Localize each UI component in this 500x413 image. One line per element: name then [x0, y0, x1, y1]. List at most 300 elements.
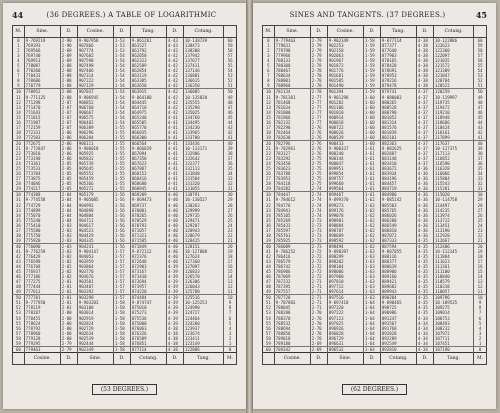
table-cell: 46	[265, 274, 271, 280]
table-cell: 771987	[24, 120, 60, 125]
table-cell: 111623	[433, 259, 473, 264]
table-cell: 898787	[327, 228, 363, 233]
table-cell: 782464	[274, 130, 310, 135]
table-cell: 1·59	[363, 89, 380, 95]
table-cell: 2·83	[60, 228, 77, 233]
table-cell: 1·55	[113, 151, 130, 156]
table-cell: 774046	[24, 181, 60, 186]
table-cell: 2·87	[60, 110, 77, 115]
table-cell: 38	[265, 232, 271, 238]
table-cell: 134495	[183, 120, 223, 125]
table-cell: 862058	[130, 53, 166, 58]
table-cell: 772331	[24, 130, 60, 135]
table-cell: 4·42	[166, 53, 183, 58]
table-cell: 19	[224, 249, 237, 254]
table-cell: 901010	[327, 110, 363, 115]
table-cell: 2·75	[310, 161, 327, 166]
table-cell: 135025	[183, 110, 223, 115]
table-cell: 901967	[327, 58, 363, 63]
table-cell: 907314	[77, 73, 113, 78]
table-cell: 898981	[327, 218, 363, 223]
table-cell: 787720	[274, 295, 310, 301]
table-cell: 31	[15, 197, 21, 203]
table-cell: 30	[15, 192, 21, 198]
column-footer: Cotang.	[380, 352, 416, 364]
table-cell: 2·73	[310, 243, 327, 249]
table-cell: 2·73	[310, 228, 327, 233]
table-cell: 4·40	[166, 259, 183, 264]
table-cell: 899951	[327, 166, 363, 171]
table-cell: 51	[474, 83, 487, 89]
table-cell: 1·58	[113, 321, 130, 326]
table-cell: 9·769219	[24, 38, 60, 44]
table-cell: 863119	[130, 73, 166, 78]
column-header: Cosine.	[327, 26, 363, 38]
table-cell: 107451	[433, 341, 473, 347]
column-footer: Cosine.	[274, 352, 310, 364]
table-cell: 4·42	[166, 83, 183, 89]
table-cell: 785761	[274, 233, 310, 238]
table-cell: 60	[15, 346, 21, 352]
table-cell: 783127	[274, 151, 310, 156]
table-cell: 39	[13, 238, 25, 244]
page-header	[262, 11, 487, 21]
table-cell: 867623	[130, 161, 166, 166]
table-cell: 4·39	[166, 300, 183, 305]
table-cell: 118424	[433, 125, 473, 130]
table-cell: 902729	[77, 326, 113, 331]
table-cell: 9·902349	[327, 38, 363, 44]
table-cell: 881576	[380, 125, 416, 130]
table-cell: 770779	[24, 83, 60, 89]
table-cell: 1·63	[363, 284, 380, 289]
table-cell: 116066	[433, 171, 473, 176]
table-cell: 785105	[274, 213, 310, 218]
column-header: D.	[60, 26, 77, 38]
table-cell: 879216	[380, 78, 416, 83]
table-cell: 2·75	[310, 166, 327, 171]
table-cell: 2·79	[310, 48, 327, 53]
table-cell: 34	[474, 171, 487, 176]
table-cell: 22	[265, 151, 271, 157]
table-cell: 2·84	[60, 208, 77, 213]
table-cell: 1·61	[363, 171, 380, 176]
table-cell: 13	[15, 104, 21, 110]
table-cell: 4·42	[166, 48, 183, 53]
table-cell: 136350	[183, 83, 223, 89]
table-cell: 906111	[77, 140, 113, 146]
table-cell: 45	[265, 269, 271, 275]
table-cell: 779295	[24, 341, 60, 347]
table-cell: 111884	[433, 254, 473, 259]
column-header: Sine.	[274, 26, 310, 38]
table-cell: 112928	[433, 233, 473, 238]
table-cell: 4·36	[416, 197, 433, 202]
table-cell: 781134	[274, 89, 310, 95]
table-cell: 40	[265, 243, 271, 249]
table-cell: 4·38	[416, 38, 433, 44]
table-cell: 2·77	[310, 115, 327, 120]
table-cell: 35	[224, 166, 237, 171]
table-cell: 25	[15, 166, 21, 172]
table-cell: 5	[17, 63, 20, 69]
table-cell: 788045	[274, 305, 310, 310]
table-cell: 4·38	[416, 83, 433, 89]
table-cell: 31	[474, 186, 487, 192]
table-cell: 784447	[274, 192, 310, 198]
table-cell: 870001	[130, 208, 166, 213]
table-cell: 888116	[380, 254, 416, 259]
table-cell: 889943	[380, 289, 416, 295]
table-cell: 4·36	[416, 218, 433, 223]
table-cell: 17	[15, 124, 21, 130]
table-cell: 873694	[130, 279, 166, 284]
column-footer: Cotang.	[130, 352, 166, 364]
table-cell: 778792	[24, 326, 60, 331]
table-cell: 1·54	[113, 120, 130, 125]
table-cell: 1·56	[113, 218, 130, 223]
table-cell: 126306	[183, 279, 223, 284]
column-header: D.	[166, 26, 183, 38]
table-cell: 903959	[77, 259, 113, 264]
table-cell: 9·905085	[77, 197, 113, 202]
table-cell: 899564	[327, 186, 363, 192]
table-cell: 136085	[183, 89, 223, 95]
table-cell: 781966	[274, 115, 310, 120]
table-cell: 777613	[24, 289, 60, 295]
table-cell: 23	[474, 228, 487, 233]
table-cell: 4·36	[416, 208, 433, 213]
table-cell: 890986	[380, 310, 416, 315]
table-cell: 771298	[24, 100, 60, 105]
table-cell: 7	[224, 310, 237, 315]
table-cell: 900818	[327, 120, 363, 125]
table-cell: 902158	[327, 48, 363, 53]
column-header: D.	[113, 26, 130, 38]
table-cell: 9·782961	[274, 146, 310, 151]
table-cell: 4·35	[416, 254, 433, 259]
table-cell: 878428	[380, 63, 416, 68]
table-cell: 903108	[77, 305, 113, 310]
table-cell: 10	[474, 295, 487, 301]
table-cell: 4·43	[166, 43, 183, 48]
table-cell: 2·86	[60, 130, 77, 135]
table-cell: 35	[474, 166, 487, 171]
table-cell: 44	[474, 120, 487, 125]
table-cell: 2·80	[60, 336, 77, 341]
table-cell: 903770	[77, 269, 113, 274]
table-cell: 901394	[327, 89, 363, 95]
table-cell: 1·55	[113, 146, 130, 151]
table-cell: 9·777950	[24, 300, 60, 305]
table-cell: 2·87	[60, 105, 77, 110]
table-cell: 773361	[24, 161, 60, 166]
table-cell: 774729	[24, 203, 60, 208]
table-cell: 43	[224, 125, 237, 130]
table-cell: 900529	[327, 135, 363, 141]
table-cell: 861792	[130, 48, 166, 53]
table-cell: 107972	[433, 331, 473, 336]
page-footer	[3, 386, 246, 393]
table-cell: 9·898397	[327, 249, 363, 254]
table-cell: 1·55	[113, 125, 130, 130]
table-cell: 2·80	[60, 321, 77, 326]
table-cell: 776768	[24, 264, 60, 269]
table-cell: 777275	[24, 279, 60, 284]
table-cell: 134230	[183, 125, 223, 130]
table-cell: 4·42	[166, 100, 183, 105]
book-gutter	[246, 0, 253, 413]
table-cell: 115543	[433, 181, 473, 186]
table-cell: 2·71	[310, 295, 327, 301]
table-cell: 126043	[183, 284, 223, 289]
table-cell: 53	[15, 310, 21, 316]
column-header: M.	[263, 26, 275, 38]
table-cell: 121835	[433, 58, 473, 63]
table-cell: 784118	[274, 181, 310, 186]
table-cell: 904335	[77, 238, 113, 244]
table-cell: 10·130527	[183, 197, 223, 202]
table-cell: 881052	[380, 115, 416, 120]
table-cell: 787069	[274, 274, 310, 279]
table-cell: 888900	[380, 269, 416, 274]
table-cell: 775410	[24, 223, 60, 228]
table-cell: 907406	[77, 68, 113, 73]
table-cell: 47	[265, 279, 271, 285]
table-cell: 33	[15, 207, 21, 213]
table-cell: 16	[474, 264, 487, 269]
table-cell: 10	[224, 295, 237, 301]
table-cell: 2·90	[60, 38, 77, 44]
table-cell: 1·55	[113, 140, 130, 146]
table-cell: 15	[15, 114, 21, 120]
table-cell: 4·35	[416, 264, 433, 269]
table-cell: 127360	[183, 259, 223, 264]
table-cell: 2·86	[60, 140, 77, 146]
table-cell: 770433	[24, 73, 60, 78]
table-cell: 783788	[274, 171, 310, 176]
column-footer: Cosine.	[24, 352, 60, 364]
table-cell: 42	[15, 253, 21, 259]
table-cell: 777106	[24, 274, 60, 279]
table-cell: 114497	[433, 203, 473, 208]
table-cell: 8	[267, 78, 270, 84]
table-cell: 898299	[327, 254, 363, 259]
table-cell: 11	[15, 94, 21, 100]
table-cell: 2·72	[310, 249, 327, 254]
table-cell: 39	[474, 146, 487, 151]
table-cell: 131320	[183, 181, 223, 186]
table-cell: 4·40	[166, 243, 183, 249]
table-cell: 57	[224, 53, 237, 58]
table-cell: 2·84	[60, 213, 77, 218]
table-cell: 1·59	[363, 63, 380, 68]
table-cell: 901490	[327, 83, 363, 89]
table-cell: 40	[224, 140, 237, 146]
table-cell: 113974	[433, 213, 473, 218]
table-cell: 889421	[380, 279, 416, 284]
table-cell: 907682	[77, 53, 113, 58]
table-cell: 9	[13, 83, 25, 89]
table-cell: 772503	[24, 135, 60, 141]
table-cell: 1·60	[363, 100, 380, 105]
table-cell: 2·87	[60, 100, 77, 105]
table-cell: 21	[265, 145, 271, 151]
table-cell: 118948	[433, 115, 473, 120]
table-cell: 1·62	[363, 218, 380, 223]
table-cell: 136881	[183, 73, 223, 78]
table-cell: 1·64	[363, 310, 380, 315]
table-cell: 901585	[327, 78, 363, 83]
table-cell: 4·41	[166, 186, 183, 192]
column-footer: D.	[310, 352, 327, 364]
table-cell: 31	[224, 186, 237, 192]
table-cell: 4·37	[416, 161, 433, 166]
table-cell: 37	[15, 227, 21, 233]
table-cell: 111361	[433, 264, 473, 269]
table-cell: 1·64	[363, 341, 380, 347]
table-cell: 9	[224, 300, 237, 305]
table-cell: 781800	[274, 110, 310, 115]
table-cell: 50	[224, 89, 237, 95]
column-footer	[263, 352, 275, 364]
table-cell: 1·54	[113, 78, 130, 83]
table-cell: 5	[474, 321, 487, 326]
table-cell: 4·35	[416, 243, 433, 249]
table-cell: 888377	[380, 259, 416, 264]
table-cell: 60	[265, 346, 271, 352]
table-body	[13, 38, 237, 353]
table-cell: 54	[15, 315, 21, 321]
table-cell: 26	[15, 171, 21, 177]
table-cell: 2·88	[60, 78, 77, 83]
table-cell: 899273	[327, 203, 363, 208]
table-cell: 2·80	[60, 316, 77, 321]
table-cell: 2·81	[60, 284, 77, 289]
table-cell: 20	[224, 243, 237, 249]
table-cell: 3	[224, 331, 237, 336]
table-cell: 17	[474, 259, 487, 264]
table-cell: 119472	[433, 105, 473, 110]
table-cell: 2·88	[60, 68, 77, 73]
table-cell: 1·61	[363, 156, 380, 161]
table-cell: 17	[224, 259, 237, 264]
table-cell: 904241	[77, 243, 113, 249]
table-cell: 114235	[433, 208, 473, 213]
table-cell: 4·41	[166, 135, 183, 141]
column-footer: M.	[474, 352, 487, 364]
table-cell: 10	[265, 89, 271, 95]
table-cell: 1·59	[363, 68, 380, 73]
table-cell: 16	[15, 119, 21, 125]
table-cell: 10·125253	[183, 300, 223, 305]
table-cell: 122360	[433, 48, 473, 53]
table-cell: 43	[265, 259, 271, 265]
table-cell: 904711	[77, 218, 113, 223]
table-cell: 1	[474, 341, 487, 347]
table-cell: 779128	[24, 336, 60, 341]
table-cell: 32	[15, 202, 21, 208]
table-cell: 15	[474, 269, 487, 274]
table-cell: 1·55	[113, 161, 130, 166]
table-cell: 6	[224, 316, 237, 321]
table-cell: 2·79	[310, 38, 327, 44]
table-cell: 880790	[380, 110, 416, 115]
table-cell: 4·37	[416, 140, 433, 146]
table-cell: 787557	[274, 289, 310, 295]
table-cell: 9·901298	[327, 95, 363, 100]
table-cell: 897222	[327, 310, 363, 315]
table-cell: 2·83	[60, 249, 77, 254]
table-cell: 9·890465	[380, 300, 416, 305]
table-cell: 54	[265, 315, 271, 321]
table-cell: 2	[17, 48, 20, 54]
table-cell: 2·75	[310, 176, 327, 181]
table-cell: 25	[265, 166, 271, 172]
table-cell: 2·69	[310, 341, 327, 347]
table-cell: 2·82	[60, 269, 77, 274]
table-cell: 899854	[327, 171, 363, 176]
table-cell: 1·61	[363, 151, 380, 156]
table-cell: 12	[15, 99, 21, 105]
table-cell: 4·37	[416, 120, 433, 125]
table-cell: 50	[15, 295, 21, 301]
column-header: Tang.	[380, 26, 416, 38]
table-cell: 904053	[77, 254, 113, 259]
table-cell: 2·74	[310, 208, 327, 213]
table-cell: 10·114758	[433, 197, 473, 202]
table-cell: 783623	[274, 166, 310, 171]
table-cell: 779631	[274, 43, 310, 48]
table-cell: 24	[15, 161, 21, 167]
table-cell: 12	[474, 284, 487, 289]
table-cell: 884719	[380, 186, 416, 192]
table-cell: 26	[265, 171, 271, 177]
table-cell: 4·42	[166, 68, 183, 73]
table-cell: 130791	[183, 192, 223, 198]
table-cell: 897908	[327, 274, 363, 279]
table-cell: 43	[15, 259, 21, 265]
table-cell: 867094	[130, 151, 166, 156]
table-cell: 871321	[130, 233, 166, 238]
table-cell: 897712	[327, 284, 363, 289]
table-cell: 2·77	[310, 105, 327, 110]
table-cell: 4·39	[166, 269, 183, 274]
table-cell: 883672	[380, 166, 416, 171]
table-cell: 869737	[130, 203, 166, 208]
table-cell: 45	[15, 269, 21, 275]
table-cell: 787232	[274, 279, 310, 284]
table-cell: 2	[474, 336, 487, 341]
table-cell: 899660	[327, 181, 363, 186]
table-cell: 4·39	[166, 305, 183, 310]
table-cell: 49	[13, 289, 25, 295]
table-cell: 876326	[130, 331, 166, 336]
table-cell: 26	[224, 213, 237, 218]
table-cell: 34	[15, 212, 21, 218]
table-cell: 4·42	[166, 95, 183, 100]
table-cell: 902063	[327, 53, 363, 58]
table-cell: 875536	[130, 316, 166, 321]
table-cell: 2·81	[60, 305, 77, 310]
table-cell: 2·74	[310, 203, 327, 208]
table-cell: 51	[224, 83, 237, 89]
table-cell: 2·69	[310, 346, 327, 352]
table-cell: 1·64	[363, 321, 380, 326]
table-cell: 907590	[77, 58, 113, 63]
column-footer: Tang.	[183, 352, 223, 364]
table-cell: 22	[15, 151, 21, 157]
